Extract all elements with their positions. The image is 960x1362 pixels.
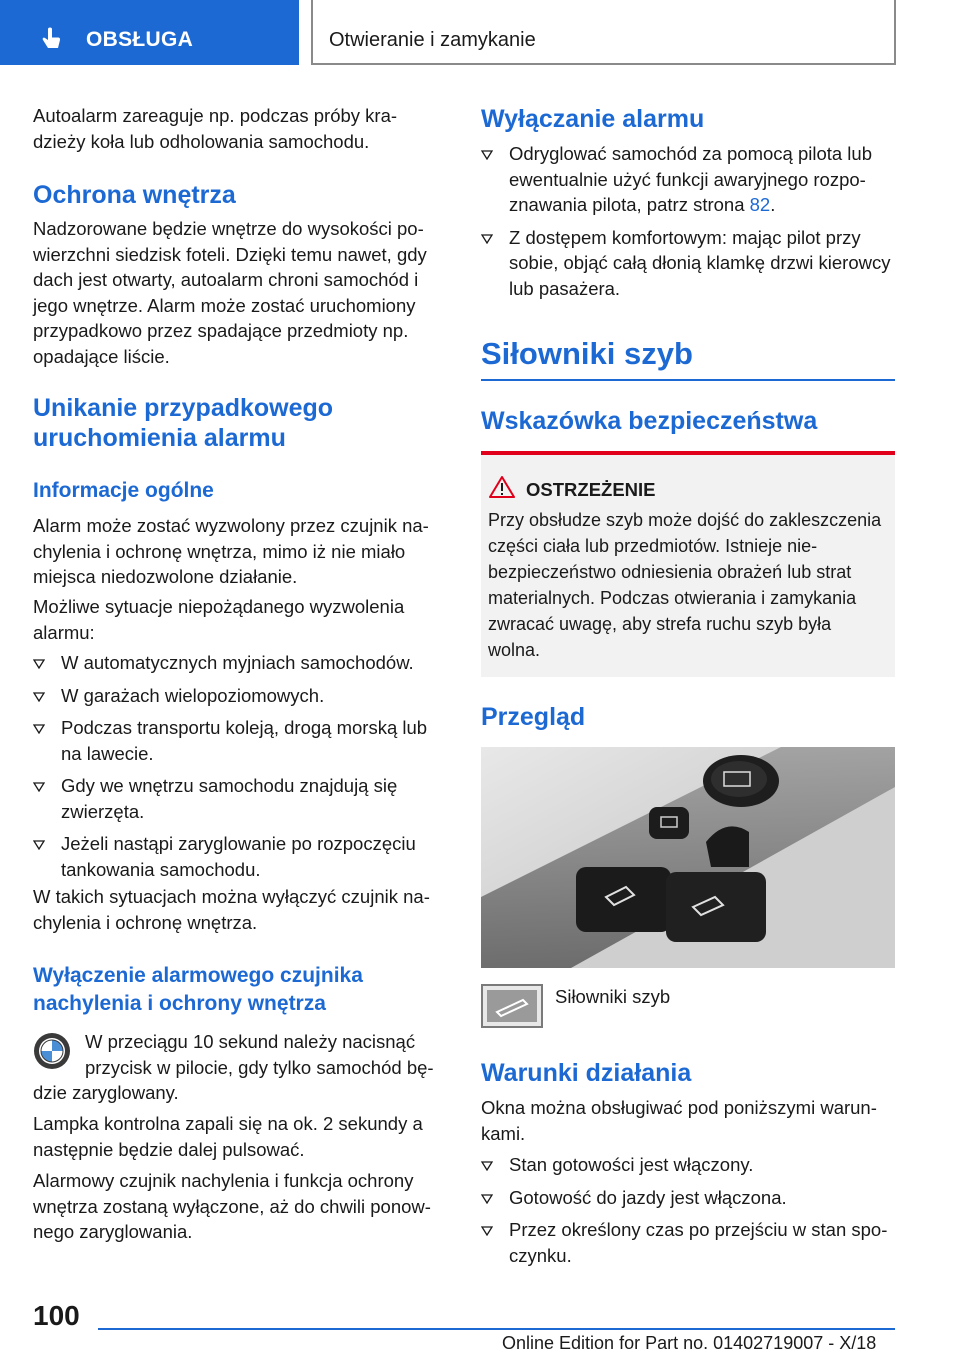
warning-box (481, 451, 895, 677)
list-item: W garażach wielopoziomowych. (33, 683, 437, 709)
general-info-paragraph: Alarm może zostać wyzwolony przez czujnik nachylenia i ochronę wnętrza, mimo iż nie miało miejsca niedozwolone działanie. (33, 515, 429, 587)
alarm-off-list (481, 141, 895, 301)
interior-heading: Ochrona wnętrza (33, 181, 236, 209)
bullet-triangle-icon (33, 724, 45, 734)
list-item: Z dostępem komfortowym: mając pilot przy sobie, objąć całą dłonią klamkę drzwi kierowcy lub pasażera. (481, 225, 895, 302)
disable-paragraph: W przeciągu 10 sekund należy nacisnąć przycisk w pilocie, gdy tylko samochód będzie zaryglowany. (33, 1031, 434, 1103)
page-link-82[interactable]: 82 (749, 194, 771, 215)
warning-text: Przy obsłudze szyb może dojść do zakleszczenia części ciała lub przedmiotów. Istnieje niebezpieczeństwo odniesienia obrażeń lub strat materialnych. Podczas otwierania i zamykania zwracać uwagę, aby strefa ruchu szyb była wolna. (488, 510, 882, 660)
bullet-triangle-icon (33, 692, 45, 702)
footer-rule (98, 1328, 895, 1330)
final-paragraph: Alarmowy czujnik nachylenia i funkcja ochrony wnętrza zostaną wyłączone, aż do chwili ponownego zaryglowania. (33, 1170, 431, 1242)
window-switch-thumbnail (481, 984, 543, 1028)
hand-touch-icon (36, 25, 66, 55)
bullet-triangle-icon (33, 782, 45, 792)
chapter-header (311, 0, 896, 65)
bullet-triangle-icon (481, 1161, 493, 1171)
disable-sensor-heading: Wyłączenie alarmowego czujnika nachylenia i ochrony wnętrza (33, 964, 363, 1015)
general-info-heading: Informacje ogólne (33, 479, 214, 502)
window-switch-illustration (481, 747, 895, 968)
situations-intro: Możliwe sytuacje niepożądanego wyzwolenia alarmu: (33, 596, 405, 643)
window-switches-photo (481, 747, 895, 968)
thumbnail-caption: Siłowniki szyb (555, 986, 671, 1007)
list-item: Odryglować samochód za pomocą pilota lub ewentualnie użyć funkcji awaryjnego rozpoznawania pilota, patrz strona 82. (481, 141, 895, 218)
section-tab[interactable] (0, 0, 299, 65)
list-item: Jeżeli nastąpi zaryglowanie po rozpoczęciu tankowania samochodu. (33, 831, 437, 882)
overview-heading: Przegląd (481, 703, 586, 731)
edition-text: Online Edition for Part no. 01402719007 - X/18 (502, 1333, 877, 1353)
situations-outro: W takich sytuacjach można wyłączyć czujnik nachylenia i ochronę wnętrza. (33, 886, 430, 933)
windows-heading: Siłowniki szyb (481, 336, 693, 371)
avoid-alarm-heading: Unikanie przypadkowego uruchomienia alarmu (33, 394, 334, 452)
bullet-triangle-icon (481, 1226, 493, 1236)
list-item: Stan gotowości jest włączony. (481, 1152, 895, 1178)
lamp-paragraph: Lampka kontrolna zapali się na ok. 2 sekundy a następnie będzie dalej pulsować. (33, 1113, 423, 1160)
interior-paragraph: Nadzorowane będzie wnętrze do wysokości powierzchni siedzisk foteli. Dzięki temu nawet, gdy dach jest otwarty, autoalarm chroni samochód i jego wnętrze. Alarm może zostać uruchomiony przypadkowo przez spadające przedmioty np. opadające liście. (33, 218, 427, 367)
window-switch-icon (483, 986, 541, 1026)
alarm-off-heading: Wyłączanie alarmu (481, 105, 705, 133)
list-item: Podczas transportu koleją, drogą morską lub na lawecie. (33, 715, 437, 766)
conditions-list (481, 1152, 895, 1268)
warning-title: OSTRZEŻENIE (526, 479, 656, 500)
list-item: Gotowość do jazdy jest włączona. (481, 1185, 895, 1211)
bullet-triangle-icon (481, 1194, 493, 1204)
list-item: Przez określony czas po przejściu w stan spoczynku. (481, 1217, 895, 1268)
bullet-triangle-icon (33, 840, 45, 850)
bullet-triangle-icon (481, 150, 493, 160)
section-tag: OBSŁUGA (86, 28, 194, 51)
list-item: Gdy we wnętrzu samochodu znajdują się zwierzęta. (33, 773, 437, 824)
heading-rule (481, 379, 895, 381)
conditions-paragraph: Okna można obsługiwać pod poniższymi warunkami. (481, 1097, 877, 1144)
conditions-heading: Warunki działania (481, 1059, 692, 1087)
intro-paragraph: Autoalarm zareaguje np. podczas próby kradzieży koła lub odholowania samochodu. (33, 105, 398, 152)
chapter-title: Otwieranie i zamykanie (329, 29, 536, 51)
page-number: 100 (33, 1300, 80, 1331)
list-item: W automatycznych myjniach samochodów. (33, 650, 437, 676)
safety-heading: Wskazówka bezpieczeństwa (481, 407, 818, 435)
bullet-triangle-icon (33, 659, 45, 669)
bullet-triangle-icon (481, 234, 493, 244)
situations-list (33, 650, 437, 882)
warning-triangle-icon (489, 475, 515, 499)
